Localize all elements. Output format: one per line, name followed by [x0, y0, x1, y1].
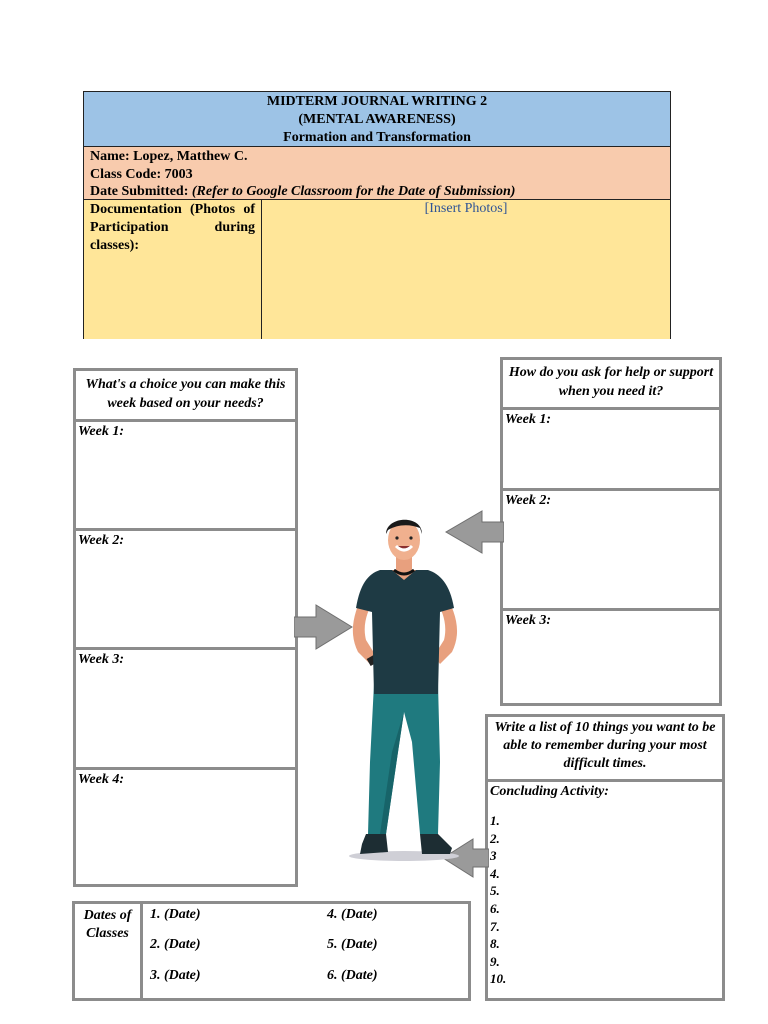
list-item: 10. — [490, 971, 507, 987]
help-week-1[interactable] — [503, 407, 719, 488]
header-table — [83, 91, 671, 339]
remember-list[interactable] — [488, 779, 722, 998]
title-line-1: MIDTERM JOURNAL WRITING 2 — [266, 94, 488, 109]
date-submitted — [90, 183, 670, 201]
list-item: 9. — [490, 953, 500, 969]
help-week-3[interactable] — [503, 608, 719, 703]
choice-week-1[interactable] — [76, 419, 295, 528]
choice-question: What's a choice you can make this week based on your needs? — [85, 377, 286, 411]
date-entry-2[interactable]: 2. (Date) — [150, 937, 201, 952]
student-info-row — [84, 147, 670, 200]
list-item: 8. — [490, 936, 500, 952]
date-entry-4[interactable]: 4. (Date) — [327, 907, 378, 922]
help-week-2[interactable] — [503, 488, 719, 608]
choice-week-3[interactable] — [76, 647, 295, 767]
remember-question: Write a list of 10 things you want to be able to remember during your most difficult times. — [494, 720, 716, 771]
student-name: Name: Lopez, Matthew C. — [90, 149, 248, 164]
dates-of-classes-table — [72, 901, 471, 1001]
list-item: 6. — [490, 900, 500, 916]
date-value: (Refer to Google Classroom for the Date of Submission) — [191, 184, 516, 199]
insert-photos-placeholder[interactable]: [Insert Photos] — [262, 200, 670, 339]
remember-list-box — [485, 714, 725, 1001]
choice-box — [73, 368, 298, 887]
title-row — [84, 92, 670, 147]
date-entry-1[interactable]: 1. (Date) — [150, 907, 201, 922]
week-label: Week 4: — [78, 772, 124, 787]
week-label: Week 1: — [78, 424, 124, 439]
person-illustration — [340, 512, 470, 864]
date-entry-5[interactable]: 5. (Date) — [327, 937, 378, 952]
week-label: Week 1: — [505, 412, 551, 427]
help-box — [500, 357, 722, 706]
list-item: 1. — [490, 813, 500, 828]
list-item: 2. — [490, 830, 500, 846]
title-line-2: (MENTAL AWARENESS) — [298, 112, 456, 127]
list-item: 3 — [490, 848, 497, 864]
date-entry-6[interactable]: 6. (Date) — [327, 968, 378, 983]
week-label: Week 2: — [505, 493, 551, 508]
date-entry-3[interactable]: 3. (Date) — [150, 968, 201, 983]
choice-week-4[interactable] — [76, 767, 295, 884]
choice-week-2[interactable] — [76, 528, 295, 647]
week-label: Week 3: — [505, 613, 551, 628]
date-label: Date Submitted: — [90, 184, 192, 199]
help-question: How do you ask for help or support when you need it? — [508, 365, 714, 399]
list-item: 7. — [490, 918, 500, 934]
class-code: Class Code: 7003 — [90, 166, 193, 182]
dates-label: Dates of Classes — [75, 904, 143, 998]
week-label: Week 2: — [78, 533, 124, 548]
list-item: 4. — [490, 865, 500, 881]
list-item: 5. — [490, 883, 500, 899]
concluding-activity-label: Concluding Activity: — [490, 784, 609, 799]
week-label: Week 3: — [78, 652, 124, 667]
title-line-3: Formation and Transformation — [283, 130, 471, 145]
documentation-label: Documentation (Photos of Participation during classes): — [84, 200, 262, 339]
